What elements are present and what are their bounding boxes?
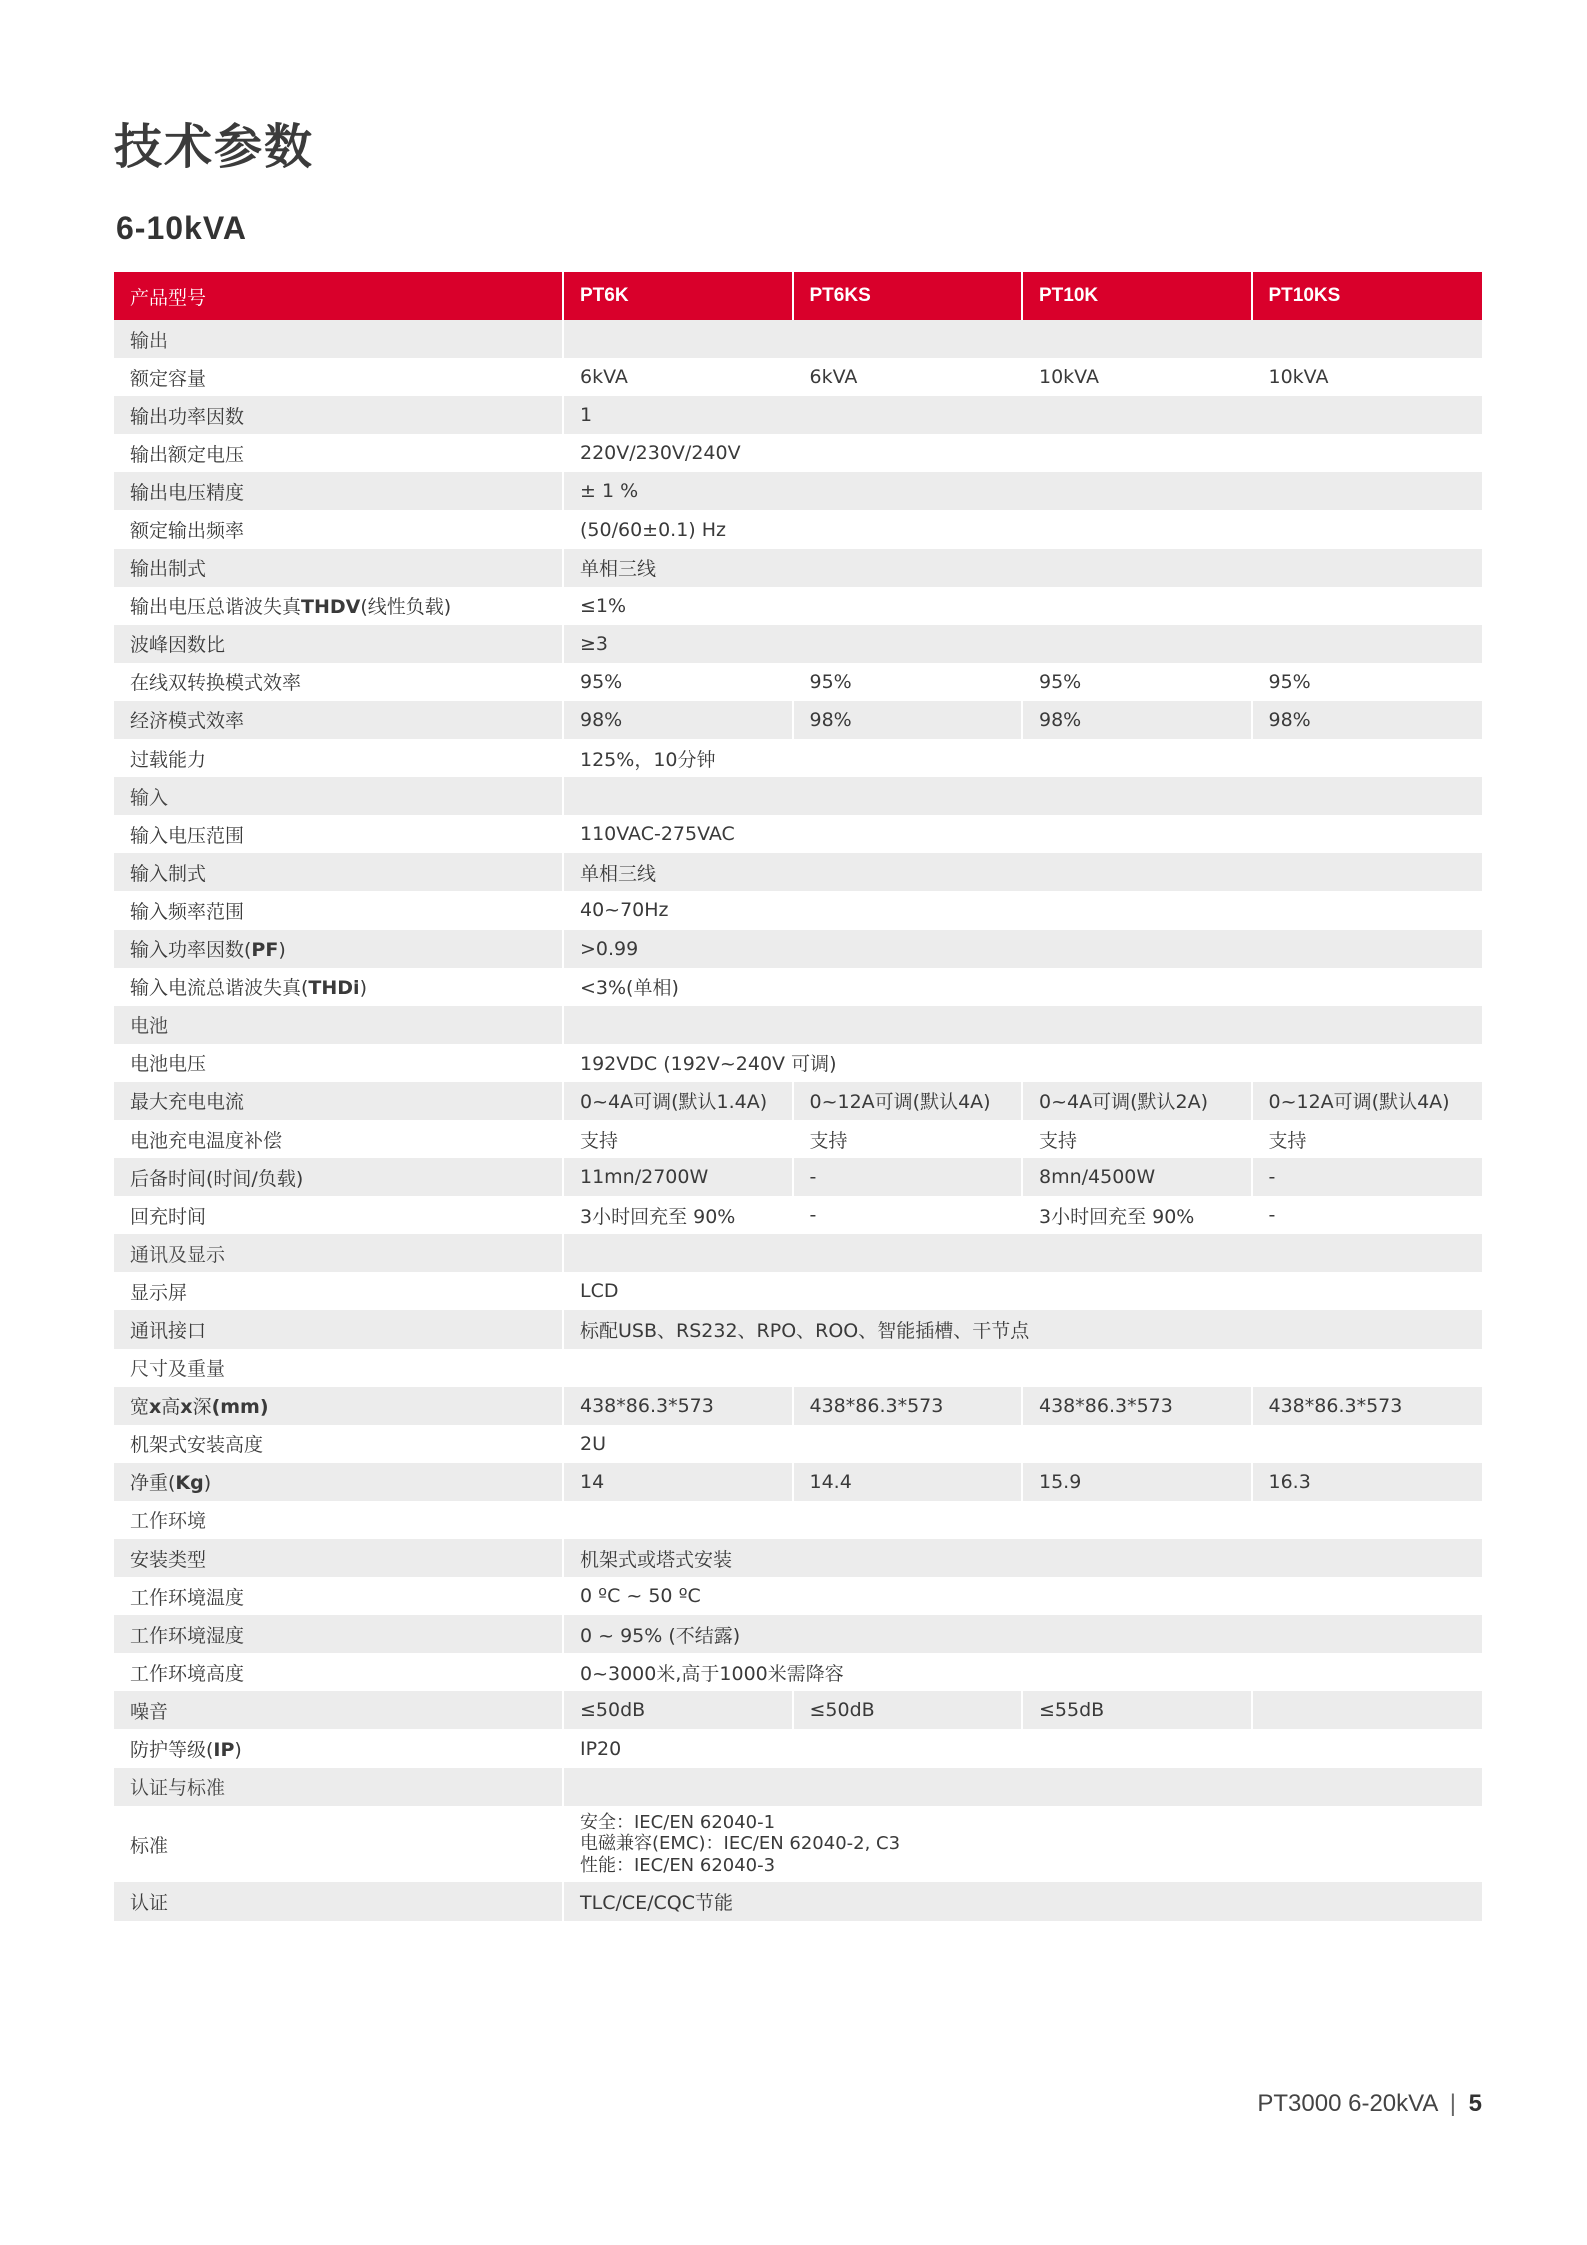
- label-part: (mm): [211, 1396, 269, 1419]
- spec-label: [114, 739, 564, 777]
- label-part: 通讯接口: [130, 1319, 207, 1342]
- spec-value-model-4: 438*86.3*573: [1253, 1387, 1483, 1425]
- section-row: [114, 1234, 1482, 1272]
- spec-value: 220V/230V/240V: [564, 434, 1482, 472]
- spec-value: 机架式或塔式安装: [564, 1539, 1482, 1577]
- spec-value-model-2: -: [794, 1158, 1024, 1196]
- table-row: [114, 968, 1482, 1006]
- spec-value-model-4: -: [1253, 1196, 1483, 1234]
- spec-value: 1: [564, 396, 1482, 434]
- table-row: [114, 891, 1482, 929]
- section-label: [114, 1006, 564, 1044]
- table-row: [114, 1539, 1482, 1577]
- spec-value-model-4: 10kVA: [1253, 358, 1483, 396]
- table-row: [114, 1615, 1482, 1653]
- spec-value-model-2: 6kVA: [794, 358, 1024, 396]
- spec-value: LCD: [564, 1272, 1482, 1310]
- page-footer: [1257, 2090, 1482, 2118]
- header-model-pt6ks: PT6KS: [794, 272, 1024, 320]
- spec-value: TLC/CE/CQC节能: [564, 1882, 1482, 1920]
- spec-label: [114, 396, 564, 434]
- spec-value-model-2: 0~12A可调(默认4A): [794, 1082, 1024, 1120]
- spec-value: 110VAC-275VAC: [564, 815, 1482, 853]
- label-part: 过载能力: [130, 748, 207, 771]
- spec-value-model-3: 98%: [1023, 701, 1253, 739]
- spec-label: [114, 701, 564, 739]
- spec-value-line: 安全：IEC/EN 62040-1: [580, 1811, 776, 1833]
- spec-value: 192VDC (192V~240V 可调): [564, 1044, 1482, 1082]
- label-part: 通讯及显示: [130, 1243, 226, 1266]
- label-part: 后备时间(时间/负载): [130, 1167, 304, 1190]
- spec-label: [114, 549, 564, 587]
- spec-value-model-1: 支持: [564, 1120, 794, 1158]
- label-part: x: [149, 1396, 162, 1419]
- spec-value-model-3: 支持: [1023, 1120, 1253, 1158]
- label-part: ): [278, 939, 286, 962]
- spec-value-model-4: 16.3: [1253, 1463, 1483, 1501]
- section-fill: [564, 320, 1482, 358]
- spec-label: [114, 1120, 564, 1158]
- spec-label: [114, 1539, 564, 1577]
- spec-value-line: 电磁兼容(EMC)：IEC/EN 62040-2, C3: [580, 1833, 901, 1855]
- spec-label: [114, 434, 564, 472]
- spec-value: ≥3: [564, 625, 1482, 663]
- table-row: [114, 1120, 1482, 1158]
- spec-value-model-1: 14: [564, 1463, 794, 1501]
- spec-label: [114, 1882, 564, 1920]
- spec-value: ≤1%: [564, 587, 1482, 625]
- header-model-pt10k: PT10K: [1023, 272, 1253, 320]
- table-row: [114, 1806, 1482, 1883]
- label-part: 显示屏: [130, 1281, 188, 1304]
- label-part: 输出制式: [130, 558, 207, 581]
- section-fill: [564, 1501, 1482, 1539]
- table-row: [114, 1387, 1482, 1425]
- section-label: [114, 1768, 564, 1806]
- spec-value-model-1: 3小时回充至 90%: [564, 1196, 794, 1234]
- spec-label: [114, 1158, 564, 1196]
- spec-label: [114, 815, 564, 853]
- section-row: [114, 1768, 1482, 1806]
- label-part: 输入频率范围: [130, 900, 245, 923]
- label-part: 高: [161, 1396, 181, 1419]
- label-part: 电池: [130, 1015, 169, 1038]
- table-row: [114, 663, 1482, 701]
- label-part: (线性负载): [360, 596, 452, 619]
- spec-label: [114, 1653, 564, 1691]
- spec-value: 标配USB、RS232、RPO、ROO、智能插槽、干节点: [564, 1310, 1482, 1348]
- table-row: [114, 587, 1482, 625]
- spec-value-model-4: -: [1253, 1158, 1483, 1196]
- spec-value-model-1: 438*86.3*573: [564, 1387, 794, 1425]
- footer-separator: |: [1449, 2090, 1456, 2117]
- section-row: [114, 777, 1482, 815]
- label-part: PF: [251, 939, 279, 962]
- label-part: 输入: [130, 786, 169, 809]
- table-row: [114, 396, 1482, 434]
- label-part: 防护等级(: [130, 1739, 214, 1762]
- table-row: [114, 1653, 1482, 1691]
- spec-value: 0 ~ 95% (不结露): [564, 1615, 1482, 1653]
- table-row: [114, 1425, 1482, 1463]
- spec-value-model-1: 0~4A可调(默认1.4A): [564, 1082, 794, 1120]
- section-fill: [564, 1234, 1482, 1272]
- section-label: [114, 1501, 564, 1539]
- label-part: 机架式安装高度: [130, 1434, 264, 1457]
- spec-label: [114, 1310, 564, 1348]
- label-part: 在线双转换模式效率: [130, 672, 302, 695]
- table-row: [114, 549, 1482, 587]
- table-row: [114, 739, 1482, 777]
- label-part: 输入电压范围: [130, 824, 245, 847]
- spec-table-body: [114, 320, 1482, 1921]
- label-part: 输入电流总谐波失真(: [130, 977, 309, 1000]
- table-row: [114, 1158, 1482, 1196]
- table-row: [114, 1463, 1482, 1501]
- spec-label: [114, 1387, 564, 1425]
- spec-label: [114, 587, 564, 625]
- spec-value-model-4: 95%: [1253, 663, 1483, 701]
- spec-value-model-1: 11mn/2700W: [564, 1158, 794, 1196]
- label-part: 电池电压: [130, 1053, 207, 1076]
- spec-value: IP20: [564, 1729, 1482, 1767]
- spec-value-model-2: 支持: [794, 1120, 1024, 1158]
- label-part: 深: [192, 1396, 212, 1419]
- table-row: [114, 930, 1482, 968]
- section-title: 6-10kVA: [116, 210, 247, 246]
- label-part: 噪音: [130, 1700, 169, 1723]
- header-model-pt6k: PT6K: [564, 272, 794, 320]
- table-header-row: [114, 272, 1482, 320]
- spec-value-model-2: 98%: [794, 701, 1024, 739]
- table-row: [114, 1082, 1482, 1120]
- header-model-pt10ks: PT10KS: [1253, 272, 1483, 320]
- label-part: ): [359, 977, 367, 1000]
- label-part: 输出: [130, 329, 169, 352]
- spec-value: 0~3000米,高于1000米需降容: [564, 1653, 1482, 1691]
- spec-value-model-2: 14.4: [794, 1463, 1024, 1501]
- table-row: [114, 1729, 1482, 1767]
- spec-value: 40~70Hz: [564, 891, 1482, 929]
- spec-value-model-3: 0~4A可调(默认2A): [1023, 1082, 1253, 1120]
- table-row: [114, 510, 1482, 548]
- spec-label: [114, 1082, 564, 1120]
- spec-value-model-2: ≤50dB: [794, 1691, 1024, 1729]
- spec-label: [114, 1615, 564, 1653]
- label-part: 工作环境高度: [130, 1662, 245, 1685]
- page-number: 5: [1468, 2090, 1482, 2117]
- table-row: [114, 1044, 1482, 1082]
- page-title: 技术参数: [114, 119, 315, 175]
- label-part: 输出功率因数: [130, 405, 245, 428]
- table-row: [114, 358, 1482, 396]
- spec-label: [114, 1729, 564, 1767]
- table-row: [114, 1310, 1482, 1348]
- section-label: [114, 1349, 564, 1387]
- label-part: 工作环境温度: [130, 1586, 245, 1609]
- spec-value-model-4: 0~12A可调(默认4A): [1253, 1082, 1483, 1120]
- spec-label: [114, 891, 564, 929]
- spec-table: [114, 272, 1482, 1921]
- label-part: 波峰因数比: [130, 634, 226, 657]
- table-row: [114, 1577, 1482, 1615]
- spec-value-model-3: 15.9: [1023, 1463, 1253, 1501]
- label-part: THDV: [301, 596, 361, 619]
- spec-value: <3%(单相): [564, 968, 1482, 1006]
- spec-label: [114, 663, 564, 701]
- table-row: [114, 1272, 1482, 1310]
- spec-label: [114, 930, 564, 968]
- spec-value-model-1: 6kVA: [564, 358, 794, 396]
- spec-value-multiline: [564, 1806, 1482, 1883]
- spec-value-line: 性能：IEC/EN 62040-3: [580, 1854, 776, 1876]
- spec-value-model-3: 95%: [1023, 663, 1253, 701]
- spec-label: [114, 472, 564, 510]
- label-part: 额定容量: [130, 367, 207, 390]
- spec-value-model-4: [1253, 1691, 1483, 1729]
- spec-value-model-1: ≤50dB: [564, 1691, 794, 1729]
- label-part: 额定输出频率: [130, 520, 245, 543]
- spec-label: [114, 510, 564, 548]
- label-part: 净重(: [130, 1472, 176, 1495]
- footer-doc-title: PT3000 6-20kVA: [1257, 2090, 1438, 2117]
- section-row: [114, 1006, 1482, 1044]
- label-part: 回充时间: [130, 1205, 207, 1228]
- section-fill: [564, 1006, 1482, 1044]
- label-part: 认证与标准: [130, 1777, 226, 1800]
- spec-value-model-3: 438*86.3*573: [1023, 1387, 1253, 1425]
- header-product-model: 产品型号: [114, 272, 564, 320]
- spec-value-model-3: ≤55dB: [1023, 1691, 1253, 1729]
- spec-value-model-4: 98%: [1253, 701, 1483, 739]
- spec-value-model-4: 支持: [1253, 1120, 1483, 1158]
- label-part: 标准: [130, 1834, 169, 1857]
- label-part: IP: [213, 1739, 235, 1762]
- spec-value-model-3: 3小时回充至 90%: [1023, 1196, 1253, 1234]
- section-row: [114, 1501, 1482, 1539]
- label-part: 工作环境湿度: [130, 1624, 245, 1647]
- label-part: x: [180, 1396, 193, 1419]
- table-row: [114, 815, 1482, 853]
- spec-value-model-3: 8mn/4500W: [1023, 1158, 1253, 1196]
- spec-value-model-2: 95%: [794, 663, 1024, 701]
- spec-value-model-2: -: [794, 1196, 1024, 1234]
- section-row: [114, 1349, 1482, 1387]
- spec-value-model-1: 95%: [564, 663, 794, 701]
- label-part: THDi: [308, 977, 360, 1000]
- spec-label: [114, 1196, 564, 1234]
- spec-label: [114, 968, 564, 1006]
- spec-value: (50/60±0.1) Hz: [564, 510, 1482, 548]
- spec-label: [114, 1463, 564, 1501]
- table-row: [114, 1882, 1482, 1920]
- spec-label: [114, 625, 564, 663]
- spec-value-model-3: 10kVA: [1023, 358, 1253, 396]
- section-row: [114, 320, 1482, 358]
- label-part: 电池充电温度补偿: [130, 1129, 283, 1152]
- spec-label: [114, 1272, 564, 1310]
- label-part: 输出电压总谐波失真: [130, 596, 302, 619]
- label-part: 尺寸及重量: [130, 1358, 226, 1381]
- label-part: 经济模式效率: [130, 710, 245, 733]
- spec-value: 2U: [564, 1425, 1482, 1463]
- spec-label: [114, 1691, 564, 1729]
- table-row: [114, 1691, 1482, 1729]
- label-part: 输入制式: [130, 862, 207, 885]
- label-part: 认证: [130, 1891, 169, 1914]
- spec-label: [114, 1044, 564, 1082]
- section-fill: [564, 1768, 1482, 1806]
- spec-value-model-2: 438*86.3*573: [794, 1387, 1024, 1425]
- spec-label: [114, 1425, 564, 1463]
- spec-value: >0.99: [564, 930, 1482, 968]
- label-part: 安装类型: [130, 1548, 207, 1571]
- section-fill: [564, 777, 1482, 815]
- label-part: 输出电压精度: [130, 481, 245, 504]
- spec-label: [114, 853, 564, 891]
- label-part: ): [234, 1739, 242, 1762]
- table-row: [114, 625, 1482, 663]
- table-row: [114, 434, 1482, 472]
- spec-value-model-1: 98%: [564, 701, 794, 739]
- table-row: [114, 472, 1482, 510]
- table-row: [114, 853, 1482, 891]
- spec-value: 125%，10分钟: [564, 739, 1482, 777]
- label-part: 最大充电电流: [130, 1091, 245, 1114]
- label-part: 宽: [130, 1396, 150, 1419]
- spec-label: [114, 1806, 564, 1883]
- spec-value: 单相三线: [564, 549, 1482, 587]
- spec-label: [114, 1577, 564, 1615]
- spec-value: 0 ºC ~ 50 ºC: [564, 1577, 1482, 1615]
- label-part: 工作环境: [130, 1510, 207, 1533]
- label-part: 输入功率因数(: [130, 939, 252, 962]
- table-row: [114, 1196, 1482, 1234]
- section-label: [114, 1234, 564, 1272]
- label-part: ): [203, 1472, 212, 1495]
- section-label: [114, 777, 564, 815]
- spec-value: 单相三线: [564, 853, 1482, 891]
- section-label: [114, 320, 564, 358]
- label-part: 输出额定电压: [130, 443, 245, 466]
- label-part: Kg: [175, 1472, 204, 1495]
- spec-value: ± 1 %: [564, 472, 1482, 510]
- table-row: [114, 701, 1482, 739]
- section-fill: [564, 1349, 1482, 1387]
- spec-label: [114, 358, 564, 396]
